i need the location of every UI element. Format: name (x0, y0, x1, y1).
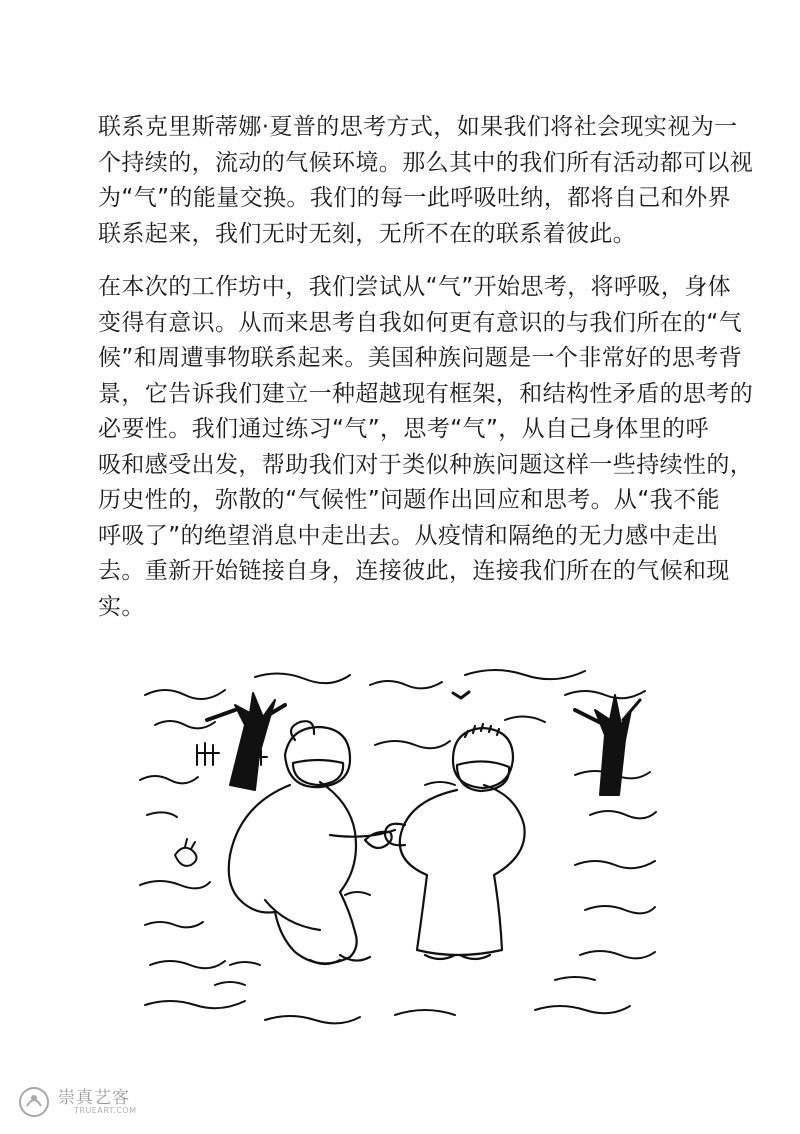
paragraph-line: 去。重新开始链接自身，连接彼此，连接我们所在的气候和现 (98, 558, 730, 584)
right-figure (385, 724, 525, 959)
paragraph-line: 实。 (98, 593, 145, 620)
paragraph-line: 必要性。我们通过练习“气”，思考“气”，从自己身体里的呼 (98, 416, 709, 442)
watermark-cn: 崇真艺客 (58, 1088, 130, 1108)
left-tree (207, 693, 285, 790)
bird-icon (453, 692, 469, 698)
paragraph-1 (98, 110, 754, 252)
watermark-en: TRUEART.COM (74, 1106, 137, 1115)
paragraph-line: 联系起来，我们无时无刻，无所不在的联系着彼此。 (98, 220, 637, 247)
paragraph-line: 联系克里斯蒂娜·夏普的思考方式，如果我们将社会现实视为一 (98, 114, 738, 140)
paragraph-line: 变得有意识。从而来思考自我如何更有意识的与我们所在的“气 (98, 309, 743, 336)
paragraph-2 (98, 270, 754, 625)
paragraph-line: 为“气”的能量交换。我们的每一此呼吸吐纳，都将自己和外界 (98, 185, 732, 211)
paragraph-line: 景，它告诉我们建立一种超越现有框架，和结构性矛盾的思考的 (98, 380, 754, 407)
paragraph-line: 个持续的，流动的气候环境。那么其中的我们所有活动都可以视 (98, 149, 754, 176)
paragraph-line: 在本次的工作坊中，我们尝试从“气”开始思考，将呼吸，身体 (98, 274, 732, 300)
paragraph-line: 历史性的，弥散的“气候性”问题作出回应和思考。从“我不能 (98, 487, 720, 513)
paragraph-line: 吸和感受出发，帮助我们对于类似种族问题这样一些持续性的， (98, 451, 754, 478)
trueart-logo-icon (18, 1086, 50, 1118)
paragraph-line: 候”和周遭事物联系起来。美国种族问题是一个非常好的思考背 (98, 345, 743, 371)
wind-lines (140, 670, 656, 1023)
ink-illustration (135, 665, 665, 1030)
paragraph-line: 呼吸了”的绝望消息中走出去。从疫情和隔绝的无力感中走出 (98, 522, 719, 549)
watermark (18, 1082, 158, 1122)
rabbit (175, 839, 197, 866)
right-tree (575, 695, 640, 795)
